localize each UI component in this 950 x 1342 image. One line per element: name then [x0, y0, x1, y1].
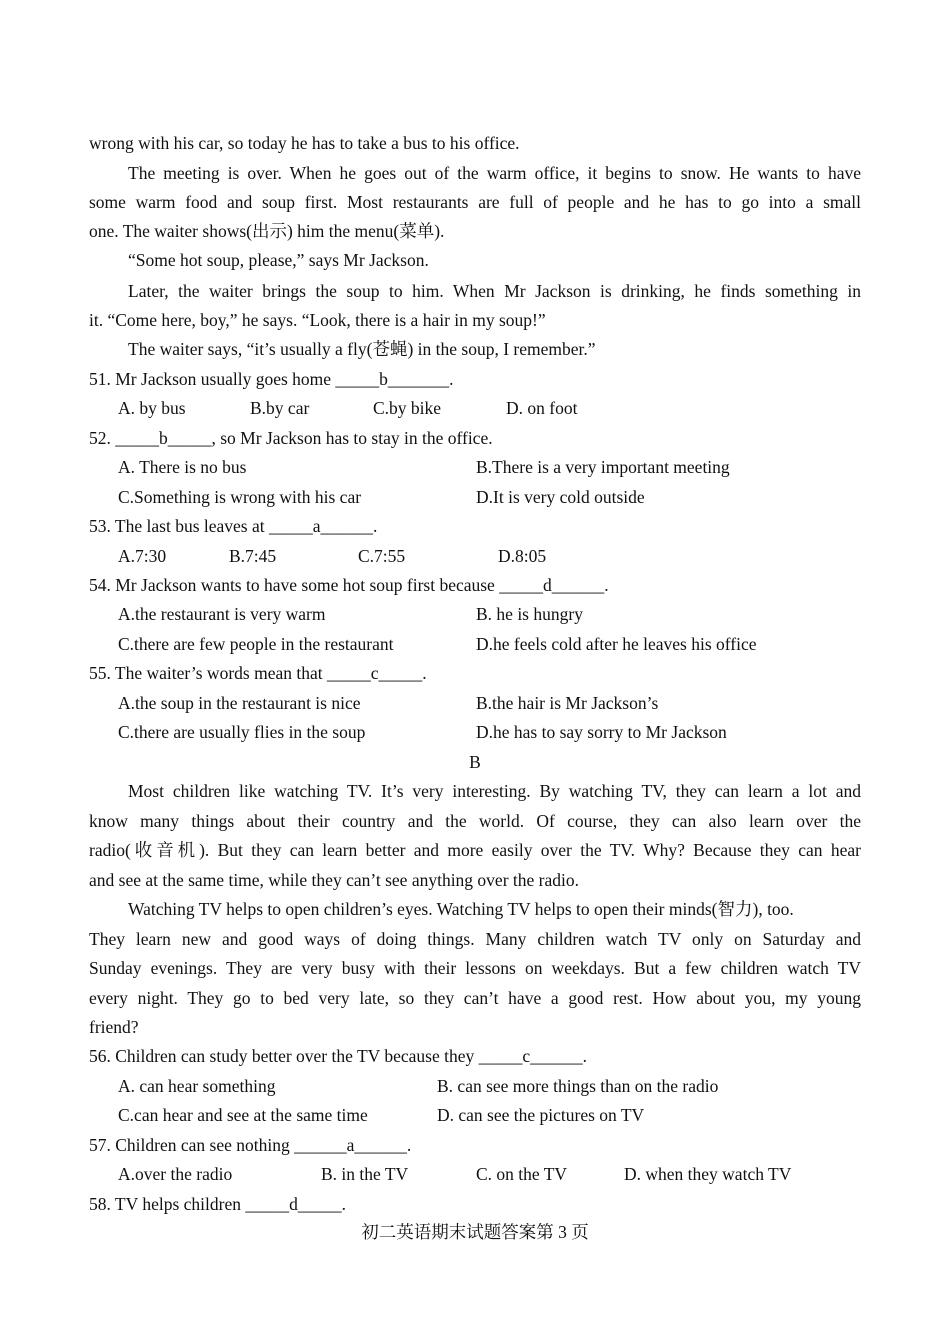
- q51-option-b: B.by car: [250, 398, 310, 418]
- q56-option-a: A. can hear something: [118, 1076, 276, 1096]
- q54-option-a: A.the restaurant is very warm: [118, 604, 326, 624]
- passage-b-line: know many things about their country and the world. Of course, they can also learn over the: [89, 811, 861, 831]
- passage-a-line: it. “Come here, boy,” he says. “Look, there is a hair in my soup!”: [89, 310, 546, 330]
- q56-option-d: D. can see the pictures on TV: [437, 1105, 645, 1125]
- passage-b-line: radio(收音机). But they can learn better and more easily over the TV. Why? Because they can hear: [89, 840, 861, 860]
- passage-a-line: The meeting is over. When he goes out of the warm office, it begins to snow. He wants to have: [128, 163, 861, 183]
- passage-b-line: every night. They go to bed very late, so they can’t have a good rest. How about you, my young: [89, 988, 861, 1008]
- question-52-stem: 52. _____b_____, so Mr Jackson has to stay in the office.: [89, 428, 493, 448]
- passage-a-line: “Some hot soup, please,” says Mr Jackson.: [128, 250, 429, 270]
- passage-a-line: one. The waiter shows(出示) him the menu(菜单).: [89, 221, 445, 241]
- q56-option-c: C.can hear and see at the same time: [118, 1105, 368, 1125]
- q54-option-b: B. he is hungry: [476, 604, 583, 624]
- question-56-stem: 56. Children can study better over the TV because they _____c______.: [89, 1046, 587, 1066]
- q57-option-c: C. on the TV: [476, 1164, 568, 1184]
- q51-option-c: C.by bike: [373, 398, 442, 418]
- q52-option-b: B.There is a very important meeting: [476, 457, 730, 477]
- q52-option-c: C.Something is wrong with his car: [118, 487, 362, 507]
- q57-option-d: D. when they watch TV: [624, 1164, 792, 1184]
- q53-option-b: B.7:45: [229, 546, 277, 566]
- q53-option-c: C.7:55: [358, 546, 406, 566]
- q52-option-d: D.It is very cold outside: [476, 487, 645, 507]
- passage-b-line: Watching TV helps to open children’s eyes. Watching TV helps to open their minds(智力), too.: [128, 899, 794, 919]
- section-b-heading: B: [469, 752, 481, 772]
- q53-option-a: A.7:30: [118, 546, 167, 566]
- question-51-stem: 51. Mr Jackson usually goes home _____b_______.: [89, 369, 454, 389]
- q52-option-a: A. There is no bus: [118, 457, 247, 477]
- question-53-stem: 53. The last bus leaves at _____a______.: [89, 516, 378, 536]
- q55-option-a: A.the soup in the restaurant is nice: [118, 693, 361, 713]
- passage-a-line: The waiter says, “it’s usually a fly(苍蝇) in the soup, I remember.”: [128, 339, 596, 359]
- q56-option-b: B. can see more things than on the radio: [437, 1076, 719, 1096]
- page-footer: 初二英语期末试题答案第 3 页: [361, 1222, 589, 1242]
- q57-option-b: B. in the TV: [321, 1164, 409, 1184]
- q55-option-c: C.there are usually flies in the soup: [118, 722, 366, 742]
- passage-a-line: some warm food and soup first. Most restaurants are full of people and he has to go into a small: [89, 192, 861, 212]
- q51-option-d: D. on foot: [506, 398, 578, 418]
- question-58-stem: 58. TV helps children _____d_____.: [89, 1194, 346, 1214]
- q55-option-b: B.the hair is Mr Jackson’s: [476, 693, 659, 713]
- q54-option-c: C.there are few people in the restaurant: [118, 634, 394, 654]
- passage-b-line: and see at the same time, while they can’t see anything over the radio.: [89, 870, 579, 890]
- q55-option-d: D.he has to say sorry to Mr Jackson: [476, 722, 727, 742]
- passage-b-line: Most children like watching TV. It’s very interesting. By watching TV, they can learn a lot and: [128, 781, 861, 801]
- q51-option-a: A. by bus: [118, 398, 186, 418]
- passage-a-line: Later, the waiter brings the soup to him. When Mr Jackson is drinking, he finds something in: [128, 281, 861, 301]
- passage-b-line: They learn new and good ways of doing things. Many children watch TV only on Saturday and: [89, 929, 861, 949]
- question-55-stem: 55. The waiter’s words mean that _____c_____.: [89, 663, 427, 683]
- q54-option-d: D.he feels cold after he leaves his office: [476, 634, 757, 654]
- passage-a-line: wrong with his car, so today he has to take a bus to his office.: [89, 133, 520, 153]
- question-54-stem: 54. Mr Jackson wants to have some hot soup first because _____d______.: [89, 575, 609, 595]
- q57-option-a: A.over the radio: [118, 1164, 233, 1184]
- passage-b-line: Sunday evenings. They are very busy with their lessons on weekdays. But a few children watch TV: [89, 958, 861, 978]
- passage-b-line: friend?: [89, 1017, 139, 1037]
- question-57-stem: 57. Children can see nothing ______a______.: [89, 1135, 412, 1155]
- q53-option-d: D.8:05: [498, 546, 547, 566]
